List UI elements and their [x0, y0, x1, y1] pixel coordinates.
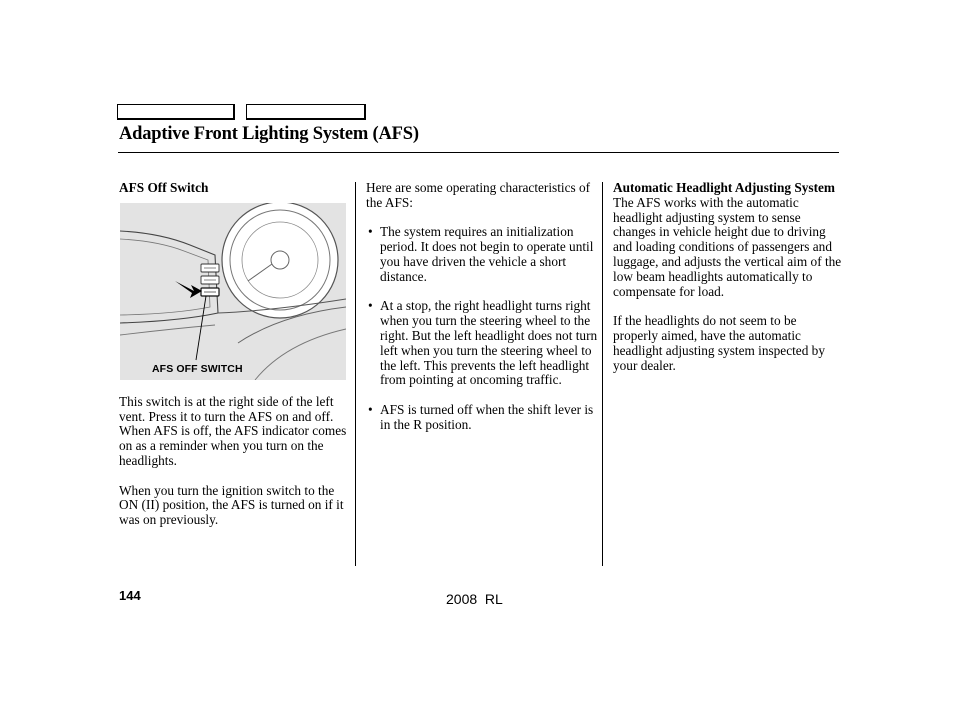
- column-headlight-adjusting: [613, 181, 843, 373]
- paragraph-ignition-behavior: When you turn the ignition switch to the ON (II) position, the AFS is turned on if it was on previously.: [119, 482, 344, 528]
- title-divider: [118, 152, 839, 153]
- paragraph-dealer-inspection: If the headlights do not seem to be properly aimed, have the automatic headlight adjusting system inspected by your dealer.: [613, 313, 825, 373]
- nav-tab-2[interactable]: [246, 104, 366, 120]
- list-item: [366, 403, 598, 433]
- paragraph-switch-location: This switch is at the right side of the left vent. Press it to turn the AFS on and off. When AFS is off, the AFS indicator comes on as a reminder when you turn on the headlights.: [119, 393, 347, 468]
- footer-model-label: 2008 RL: [446, 591, 503, 607]
- list-item: [366, 299, 598, 388]
- dashboard-drawing: [120, 203, 346, 380]
- bullet-marker: •: [368, 224, 373, 240]
- list-item-text: The system requires an initialization period. It does not begin to operate until you have driven the vehicle a short distance.: [380, 224, 594, 284]
- nav-tab-1[interactable]: [117, 104, 235, 120]
- column-afs-characteristics: [366, 181, 598, 433]
- page-number: 144: [119, 588, 141, 603]
- bullet-marker: •: [368, 298, 373, 314]
- section-heading-afs-off-switch: AFS Off Switch: [119, 180, 209, 195]
- column-divider-2: [602, 182, 603, 566]
- bullet-marker: •: [368, 401, 373, 417]
- section-heading-headlight-adjusting: Automatic Headlight Adjusting System: [613, 180, 835, 195]
- list-item-text: At a stop, the right headlight turns right when you turn the steering wheel to the right. But the left headlight does not turn left when you turn the steering wheel to the left. This prevents the left headlight from pointing at oncoming traffic.: [380, 298, 598, 388]
- intro-paragraph: Here are some operating characteristics of the AFS:: [366, 180, 591, 210]
- afs-switch-illustration: [120, 203, 346, 380]
- list-item: [366, 225, 598, 284]
- paragraph-adjusting-system: The AFS works with the automatic headlight adjusting system to sense changes in vehicle height due to driving and loading conditions of passengers and luggage, and adjusts the vertical aim of the low beam headlights automatically to compensate for load.: [613, 194, 842, 299]
- page-title: Adaptive Front Lighting System (AFS): [119, 124, 419, 144]
- list-item-text: AFS is turned off when the shift lever is in the R position.: [380, 401, 594, 432]
- column-divider-1: [355, 182, 356, 566]
- figure-caption: AFS OFF SWITCH: [152, 363, 243, 375]
